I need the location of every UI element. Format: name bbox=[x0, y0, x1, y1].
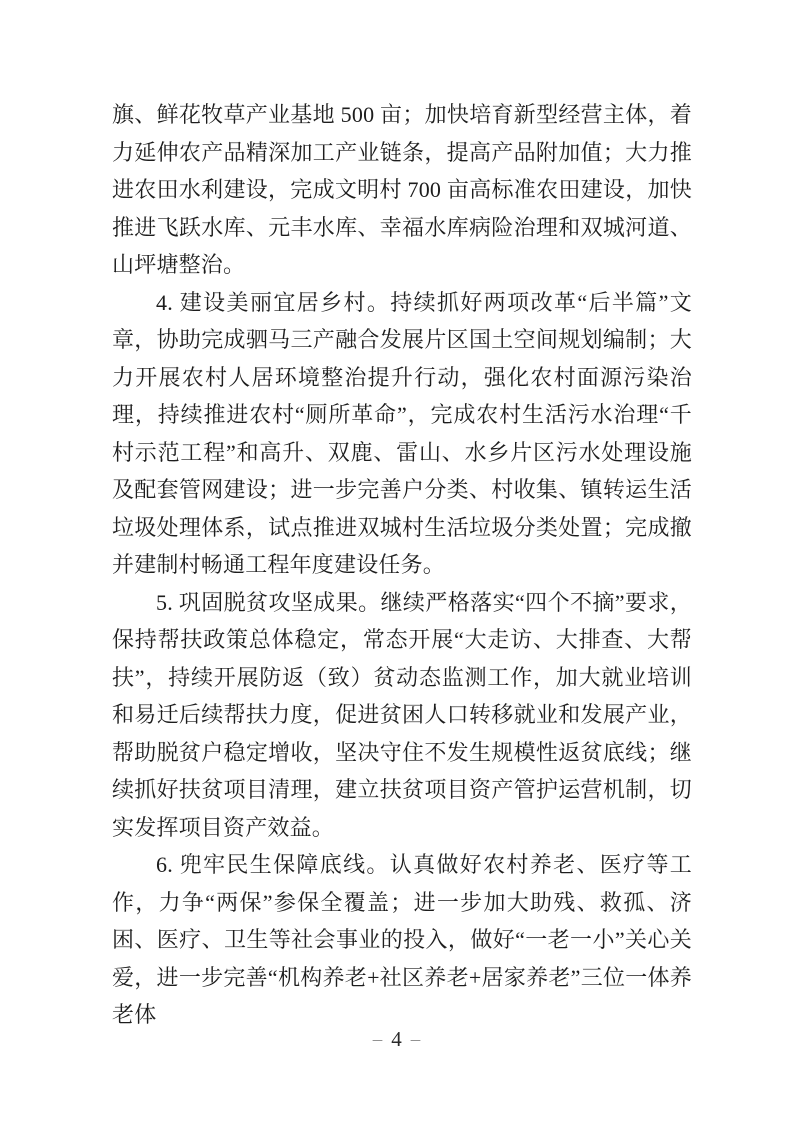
paragraph-item-5: 5. 巩固脱贫攻坚成果。继续严格落实“四个不摘”要求，保持帮扶政策总体稳定，常态开展“大走访、大排查、大帮扶”，持续开展防返（致）贫动态监测工作，加大就业培训和易迁后续帮扶力度，促进贫困人口转移就业和发展产业，帮助脱贫户稳定增收，坚决守住不发生规模性返贫底线；继续抓好扶贫项目清理，建立扶贫项目资产管护运营机制，切实发挥项目资产效益。 bbox=[112, 589, 692, 840]
page-footer bbox=[0, 1024, 793, 1056]
page-number: 4 bbox=[391, 1027, 402, 1051]
paragraph-item-6: 6. 兜牢民生保障底线。认真做好农村养老、医疗等工作，力争“两保”参保全覆盖；进一步加大助残、救孤、济困、医疗、卫生等社会事业的投入，做好“一老一小”关心关爱，进一步完善“机构养老+社区养老+居家养老”三位一体养老体 bbox=[112, 852, 692, 1027]
footer-dash-right: – bbox=[410, 1029, 421, 1050]
paragraph-item-4: 4. 建设美丽宜居乡村。持续抓好两项改革“后半篇”文章，协助完成驷马三产融合发展片区国土空间规划编制；大力开展农村人居环境整治提升行动，强化农村面源污染治理，持续推进农村“厕所革命”，完成农村生活污水治理“千村示范工程”和高升、双鹿、雷山、水乡片区污水处理设施及配套管网建设；进一步完善户分类、村收集、镇转运生活垃圾处理体系，试点推进双城村生活垃圾分类处置；完成撤并建制村畅通工程年度建设任务。 bbox=[112, 289, 692, 577]
body-text bbox=[112, 96, 692, 1034]
paragraph-continuation: 旗、鲜花牧草产业基地 500 亩；加快培育新型经营主体，着力延伸农产品精深加工产业链条，提高产品附加值；大力推进农田水利建设，完成文明村 700 亩高标准农田建设，加快推进飞跃水库、元丰水库、幸福水库病险治理和双城河道、山坪塘整治。 bbox=[112, 102, 692, 277]
footer-dash-left: – bbox=[372, 1029, 383, 1050]
